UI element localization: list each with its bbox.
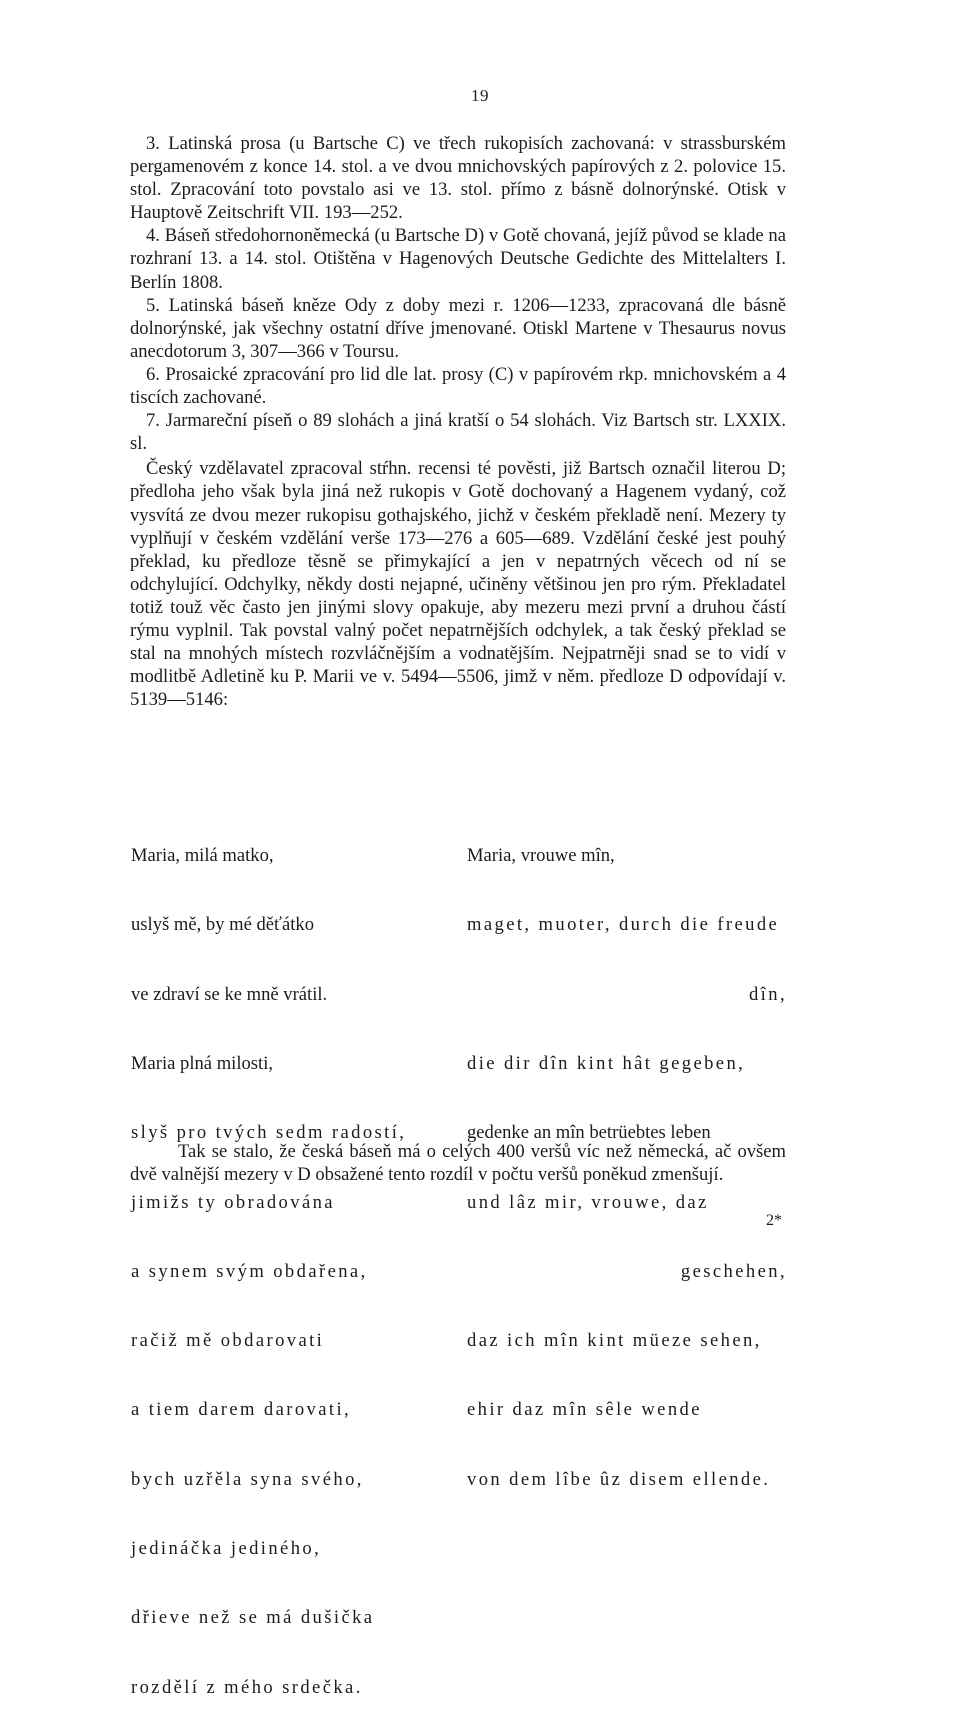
poem-czech-line: ve zdraví se ke mně vrátil. bbox=[131, 983, 328, 1005]
paragraph-item-4: 4. Báseň středohornoněmecká (u Bartsche D) v Gotě chovaná, jejíž původ se klade na rozhraní 13. a 14. stol. Otištěna v Hagenových Deutsche Gedichte des Mittelalters I. Berlín 1808. bbox=[130, 225, 786, 293]
closing-paragraph bbox=[130, 1140, 786, 1186]
paragraph-item-6: 6. Prosaické zpracování pro lid dle lat. prosy (C) v papírovém rkp. mnichovském a 4 tiscích zachované. bbox=[130, 363, 786, 409]
closing-text: Tak se stalo, že česká báseň má o celých 400 veršů víc než německá, ač ovšem dvě valnější mezery v D obsažené tento rozdíl v počtu veršů poněkud zmenšují. bbox=[130, 1141, 786, 1186]
poem-german-line: und lâz mir, vrouwe, daz bbox=[467, 1191, 709, 1213]
poem-czech-line: a synem svým obdařena, bbox=[131, 1260, 368, 1282]
paragraph-item-7: 7. Jarmareční píseň o 89 slohách a jiná kratší o 54 slohách. Viz Bartsch str. LXXIX. sl. bbox=[130, 410, 786, 455]
poem-czech-line: račiž mě obdarovati bbox=[131, 1330, 325, 1352]
body-text bbox=[130, 132, 786, 711]
poem-czech-line: Maria, milá matko, bbox=[131, 845, 274, 867]
poem-czech-line: a tiem darem darovati, bbox=[131, 1399, 352, 1421]
poem-czech-line: jedináčka jediného, bbox=[131, 1538, 322, 1559]
poem-german-line: daz ich mîn kint müeze sehen, bbox=[467, 1330, 762, 1352]
paragraph-translation-commentary: Český vzdělavatel zpracoval stŕhn. recensi té pověsti, již Bartsch označil literou D; předloha jeho však byla jiná než rukopis v Gotě dochovaný a Hagenem vydaný, což vysvítá ze dvou mezer rukopisu gothajského, jichž v českém překladě není. Mezery ty vyplňují v českém vzdělání verše 173—276 a 605—689. Vzdělání české jest pouhý překlad, ku předloze těsně se přimykající a jen v nepatrných věcech od ní se odchylující. Odchylky, někdy dosti nejapné, učiněny většinou jen pro rým. Překladatel totiž touž věc často jen jinými slovy opakuje, aby mezeru mezi první a druhou částí rýmu vyplnil. Tak povstal valný počet nepatrnějších odchylek, a tak český překlad se stal na mnohých místech rozvláčnějším a vodnatějším. Nejpatrněji snad se to vidí v modlitbě Adletině ku P. Marii ve v. 5494—5506, jimž v něm. předloze D odpovídají v. 5139—5146: bbox=[130, 458, 786, 711]
poem-czech-line: uslyš mě, by mé děťátko bbox=[131, 914, 315, 936]
poem-czech-line: slyš pro tvých sedm radostí, bbox=[131, 1122, 407, 1144]
paragraph-item-3: 3. Latinská prosa (u Bartsche C) ve třech rukopisích zachovaná: v strassburském pergamenovém z konce 14. stol. a ve dvou mnichovských papírových z 2. polovice 15. stol. Zpracování toto povstalo asi ve 13. stol. přímo z básně dolnorýnské. Otisk v Hauptově Zeitschrift VII. 193—252. bbox=[130, 133, 786, 224]
poem-german-line: maget, muoter, durch die freude bbox=[467, 914, 780, 936]
paragraph-item-5: 5. Latinská báseň kněze Ody z doby mezi r. 1206—1233, zpracovaná dle básně dolnorýnské, jak všechny ostatní dříve jmenované. Otiskl Martene v Thesaurus novus anecdotorum 3, 307—366 v Toursu. bbox=[130, 294, 786, 362]
poem-german-line: ehir daz mîn sêle wende bbox=[467, 1399, 702, 1421]
poem-german-line: Maria, vrouwe mîn, bbox=[467, 845, 615, 867]
poem-german-line: von dem lîbe ûz disem ellende. bbox=[467, 1468, 771, 1490]
poem-czech-line: dřieve než se má dušička bbox=[131, 1607, 375, 1629]
poem-czech-line: rozdělí z mého srdečka. bbox=[131, 1676, 363, 1698]
poem-german-line: geschehen, bbox=[680, 1260, 787, 1282]
page-number: 19 bbox=[471, 86, 489, 105]
poem-czech-line: jimižs ty obradována bbox=[131, 1191, 335, 1213]
signature-mark: 2* bbox=[766, 1212, 782, 1229]
poem-german-line: gedenke an mîn betrüebtes leben bbox=[467, 1122, 711, 1144]
poem-czech-line: Maria plná milosti, bbox=[131, 1053, 274, 1075]
poem-german-line: dîn, bbox=[748, 983, 787, 1005]
poem-czech bbox=[131, 798, 461, 1722]
poem-german-line: die dir dîn kint hât gegeben, bbox=[467, 1053, 746, 1075]
poem-czech-line: bych uzřěla syna svého, bbox=[131, 1468, 364, 1490]
